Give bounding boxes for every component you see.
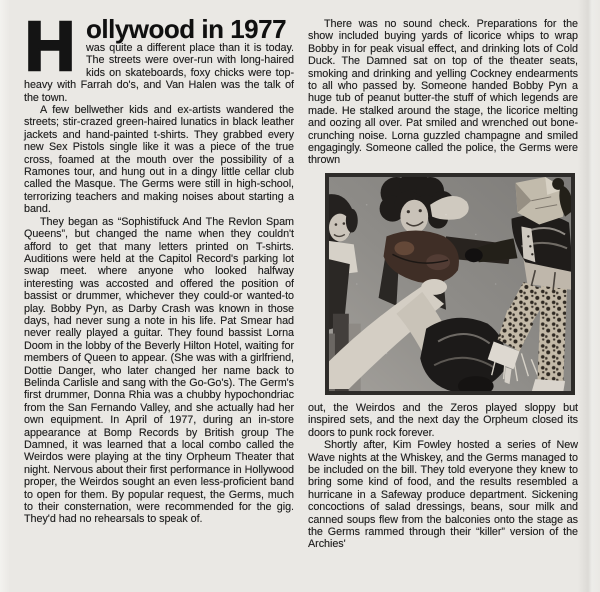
paragraph: There was no sound check. Preparations for the show included buying yards of licorice whips to wrap Bobby in for peak visual effect, and drinking lots of Cold Duck. The Damned sat on top of the theater seats, smoking and drinking and yelling Cockney endearments to all who passed by. Someone handed Bobby Pyn a huge tub of peanut butter-the stuff of which legends are made. He stalked around the stage, the licorice melting and oozing all over. Pat smiled and wrenched out bone-crunching noise. Lorna guzzled champagne and smiled engagingly. Someone called the police, the Germs were thrown	[308, 18, 578, 167]
paragraph: They began as “Sophistifuck And The Revlon Spam Queens”, but changed the name when they couldn't afford to get that many letters printed on T-shirts. Auditions were held at the Capitol Record's parking lot swap meet. where anyone who looked halfway interesting was accosted and offered the position of bassist or drummer, whichever they could-or wanted-to play. Bobby Pyn, as Darby Crash was known in those days, had never sung a note in his life. Pat Smear had never really played a guitar. They found bassist Lorna Doom in the lobby of the Beverly Hilton Hotel, waiting for members of Queen to appear. (She was with a girlfriend, Dottie Danger, who later changed her name back to Belinda Carlisle and sang with the Go-Go's). The Germ's first drummer, Donna Rhia was a chubby hypochondriac from the San Fernando Valley, and she actually had her own equipment. In April of 1977, during an in-store appearance at Bomp Records by British group The Damned, it was learned that a local combo called the Weirdos were playing at the tiny Orpheum Theater that night. Nervous about their first performance in Hollywood proper, the Weirdos sought an even less-proficient band to open for them. By popular request, the Germs, much to their consternation, were recommended for the gig. They'd had no rehearsals to speak of.	[24, 215, 294, 526]
opening-paragraph	[24, 7, 294, 104]
band-photo	[325, 173, 575, 395]
right-column	[308, 18, 578, 551]
band-photo-graphic	[327, 175, 573, 393]
left-column	[24, 7, 294, 526]
article-title: ollywood in 1977	[86, 14, 287, 44]
paragraph: was quite a different place than it is today. The streets were over-run with long-haired kids on skateboards, foxy chicks were top-heavy with Farrah do's, and Van Halen was the talk of the town.	[24, 42, 294, 104]
paragraph: Shortly after, Kim Fowley hosted a series of New Wave nights at the Whiskey, and the Germs managed to be included on the bill. They told everyone they knew to bring some kind of food, and the results resembled a hurricane in a Safeway produce department. Sickening concoctions of salad dressings, beans, sour milk and canned soups flew from the balconies onto the stage as the Germs rammed through their “killer” version of the Archies'	[308, 439, 578, 551]
dropcap-h: H	[24, 7, 76, 85]
paragraph: A few bellwether kids and ex-artists wandered the streets; stir-crazed green-haired lunatics in black leather jackets and hand-painted t-shirts. They grabbed every new Sex Pistols single like it was a piece of the true cross, foamed at the mouth over the possibility of a Ramones tour, and hung out in a dingy little cellar club called the Masque. The Germs were still in high-school, terrorizing teachers and making noises about starting a band.	[24, 104, 294, 216]
paragraph: out, the Weirdos and the Zeros played sloppy but inspired sets, and the next day the Orpheum closed its doors to punk rock forever.	[308, 401, 578, 439]
